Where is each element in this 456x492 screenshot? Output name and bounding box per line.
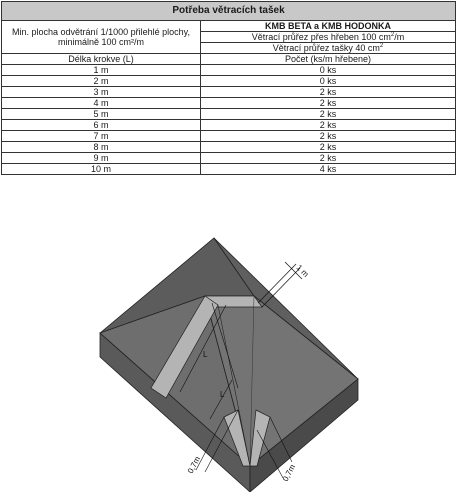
rafter-length-cell: 10 m — [2, 164, 201, 175]
rafter-length-cell: 3 m — [2, 87, 201, 98]
tile-vent-spec: Větrací průřez tašky 40 $cm^2$ — [201, 43, 456, 54]
table-row — [2, 131, 456, 142]
table-row — [2, 142, 456, 153]
table-row — [2, 120, 456, 131]
tile-count-cell: 2 ks — [201, 153, 456, 164]
column-header-length: Délka krokve (L) — [2, 54, 201, 65]
dimension-rafter-label: L — [203, 350, 208, 359]
table-row — [2, 76, 456, 87]
tile-count-cell: 0 ks — [201, 76, 456, 87]
dimension-rafter-label-lower: L — [220, 390, 225, 399]
dimension-ridge-label: 1 m — [294, 263, 311, 279]
tile-count-cell: 2 ks — [201, 98, 456, 109]
table-title: Potřeba větracích tašek — [2, 2, 456, 21]
table-row — [2, 153, 456, 164]
ridge-vent-spec: Větrací průřez přes hřeben 100 $cm^2/m$ — [201, 32, 456, 43]
rafter-length-cell: 1 m — [2, 65, 201, 76]
tile-count-cell: 4 ks — [201, 164, 456, 175]
table-row — [2, 65, 456, 76]
table-row — [2, 164, 456, 175]
table-row — [2, 87, 456, 98]
ventilation-table — [1, 1, 456, 175]
table-row — [2, 109, 456, 120]
rafter-length-cell: 7 m — [2, 131, 201, 142]
rafter-length-cell: 9 m — [2, 153, 201, 164]
tile-count-cell: 2 ks — [201, 87, 456, 98]
dimension-right-label: 0,7m — [280, 463, 298, 483]
column-header-count: Počet (ks/m hřebene) — [201, 54, 456, 65]
tile-count-cell: 2 ks — [201, 120, 456, 131]
roof-diagram — [0, 228, 456, 492]
dimension-left-label: 0,7m — [185, 455, 203, 475]
rafter-length-cell: 8 m — [2, 142, 201, 153]
tile-count-cell: 2 ks — [201, 131, 456, 142]
tile-count-cell: 2 ks — [201, 109, 456, 120]
tile-count-cell: 0 ks — [201, 65, 456, 76]
rafter-length-cell: 4 m — [2, 98, 201, 109]
tile-count-cell: 2 ks — [201, 142, 456, 153]
product-header: KMB BETA a KMB HODONKA — [201, 21, 456, 32]
rafter-length-cell: 2 m — [2, 76, 201, 87]
ventilation-requirement: Min. plocha odvětrání 1/1000 přilehlé plochy, minimálně 100 cm²/m — [2, 21, 201, 54]
rafter-length-cell: 6 m — [2, 120, 201, 131]
table-row — [2, 98, 456, 109]
rafter-length-cell: 5 m — [2, 109, 201, 120]
